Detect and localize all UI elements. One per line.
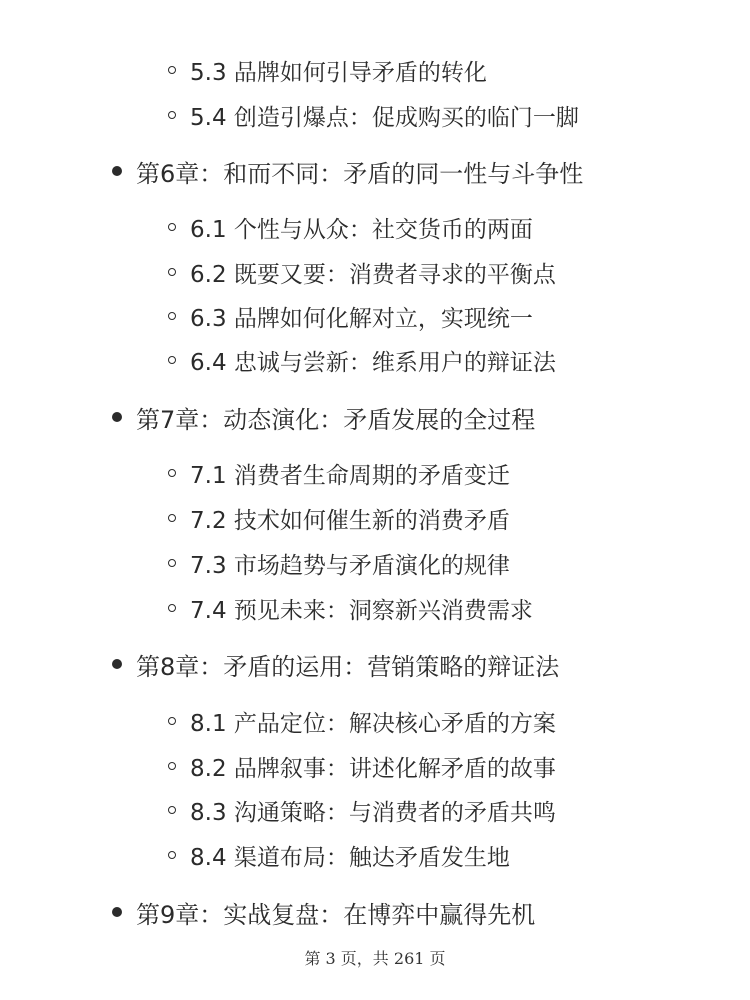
circle-bullet-icon: [168, 717, 176, 725]
toc-subitem-label: 7.2 技术如何催生新的消费矛盾: [190, 507, 510, 534]
toc-subitem-label: 6.4 忠诚与尝新：维系用户的辩证法: [190, 349, 556, 376]
toc-subitem-label: 8.1 产品定位：解决核心矛盾的方案: [190, 710, 556, 737]
toc-subitem-label: 8.2 品牌叙事：讲述化解矛盾的故事: [190, 755, 556, 782]
toc-chapter-title: 第8章：矛盾的运用：营销策略的辩证法: [136, 652, 560, 681]
circle-bullet-icon: [168, 559, 176, 567]
circle-bullet-icon: [168, 806, 176, 814]
toc-subitem: [168, 207, 533, 247]
toc-subitem: [168, 50, 487, 90]
circle-bullet-icon: [168, 604, 176, 612]
toc-subitem: [168, 340, 556, 380]
circle-bullet-icon: [168, 469, 176, 477]
toc-chapter-title: 第9章：实战复盘：在博弈中赢得先机: [136, 900, 536, 929]
toc-subitem: [168, 701, 556, 741]
disc-bullet-icon: [112, 412, 122, 422]
toc-subitem: [168, 746, 556, 786]
toc-chapter-title: 第6章：和而不同：矛盾的同一性与斗争性: [136, 159, 584, 188]
circle-bullet-icon: [168, 66, 176, 74]
disc-bullet-icon: [112, 166, 122, 176]
toc-subitem: [168, 498, 510, 538]
toc-subitem: [168, 296, 533, 336]
toc-subitem-label: 6.1 个性与从众：社交货币的两面: [190, 216, 533, 243]
toc-subitem: [168, 790, 556, 830]
circle-bullet-icon: [168, 223, 176, 231]
toc-subitem-label: 6.3 品牌如何化解对立，实现统一: [190, 305, 533, 332]
circle-bullet-icon: [168, 514, 176, 522]
toc-subitem: [168, 453, 510, 493]
toc-subitem: [168, 835, 510, 875]
toc-chapter-title: 第7章：动态演化：矛盾发展的全过程: [136, 405, 536, 434]
disc-bullet-icon: [112, 907, 122, 917]
circle-bullet-icon: [168, 851, 176, 859]
toc-subitem-label: 7.1 消费者生命周期的矛盾变迁: [190, 462, 510, 489]
circle-bullet-icon: [168, 762, 176, 770]
toc-chapter: [112, 644, 559, 684]
toc-subitem: [168, 588, 533, 628]
toc-subitem-label: 7.3 市场趋势与矛盾演化的规律: [190, 552, 510, 579]
circle-bullet-icon: [168, 111, 176, 119]
circle-bullet-icon: [168, 356, 176, 364]
toc-subitem-label: 8.4 渠道布局：触达矛盾发生地: [190, 844, 510, 871]
disc-bullet-icon: [112, 659, 122, 669]
toc-subitem-label: 5.3 品牌如何引导矛盾的转化: [190, 59, 487, 86]
page-number-footer: 第 3 页，共 261 页: [304, 949, 446, 968]
toc-subitem-label: 5.4 创造引爆点：促成购买的临门一脚: [190, 104, 579, 131]
toc-subitem: [168, 95, 579, 135]
toc-subitem-label: 8.3 沟通策略：与消费者的矛盾共鸣: [190, 799, 556, 826]
toc-chapter: [112, 151, 583, 191]
toc-chapter: [112, 892, 535, 932]
toc-subitem-label: 7.4 预见未来：洞察新兴消费需求: [190, 597, 533, 624]
toc-subitem: [168, 543, 510, 583]
toc-subitem: [168, 252, 556, 292]
toc-chapter: [112, 397, 535, 437]
circle-bullet-icon: [168, 312, 176, 320]
circle-bullet-icon: [168, 268, 176, 276]
toc-subitem-label: 6.2 既要又要：消费者寻求的平衡点: [190, 261, 556, 288]
